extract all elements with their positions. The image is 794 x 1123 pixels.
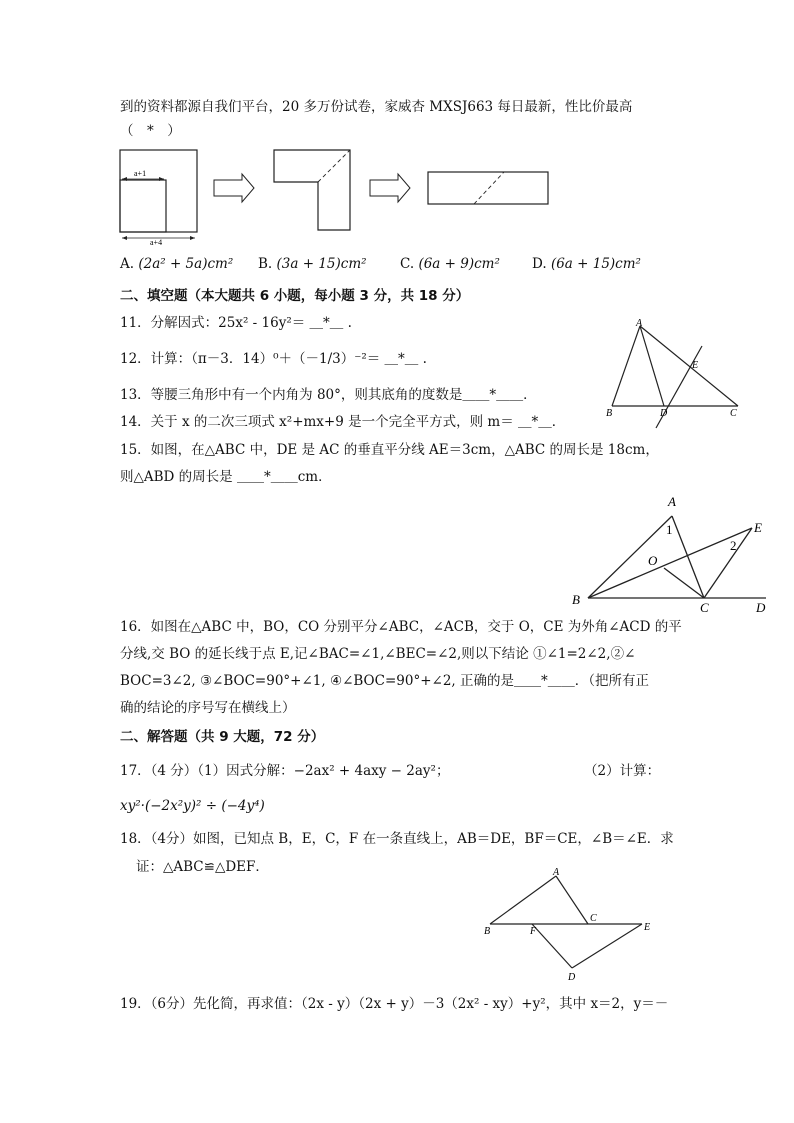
- fig18-label-a: A: [553, 867, 560, 878]
- option-d-expr: (6a + 15)cm²: [550, 256, 641, 272]
- fig18-label-e: E: [644, 922, 651, 933]
- section-answer-title: 二、解答题（共 9 大题，72 分）: [120, 729, 325, 745]
- section-fill-in-title: 二、填空题（本大题共 6 小题，每小题 3 分，共 18 分）: [120, 288, 470, 304]
- q10-answer-blank: （ * ）: [120, 123, 181, 139]
- fig18-label-c: C: [590, 913, 597, 924]
- fig18-label-d: D: [568, 972, 576, 983]
- fig16-label-e: E: [754, 520, 762, 535]
- fig16-label-d: D: [756, 600, 766, 615]
- question-18-line2: 证：△ABC≌△DEF．: [136, 859, 269, 875]
- question-19-line1: 19．（6分）先化简，再求值：（2x - y）（2x + y）－3（2x² - xy）+y²，其中 x＝2，y＝－: [120, 996, 669, 1012]
- option-b-letter: B.: [258, 256, 273, 272]
- question-18-line1: 18．（4分）如图，已知点 B，E，C，F 在一条直线上，AB＝DE，BF＝CE，∠B＝∠E．求: [120, 831, 674, 847]
- label-a-plus-4: a+4: [150, 238, 163, 246]
- question-16-line2: 分线,交 BO 的延长线于点 E,记∠BAC=∠1,∠BEC=∠2,则以下结论 ①∠1=2∠2,②∠: [120, 646, 636, 662]
- option-c-expr: (6a + 9)cm²: [418, 256, 500, 272]
- question-15-line2: 则△ABD 的周长是 ＿＿*＿＿cm．: [120, 469, 332, 485]
- q10-figure: [112, 146, 562, 246]
- question-17-part2-label: （2）计算：: [584, 763, 661, 779]
- option-d[interactable]: [532, 256, 641, 272]
- option-b[interactable]: [258, 256, 367, 272]
- option-a-letter: A.: [120, 256, 135, 272]
- fig15-label-c: C: [730, 408, 737, 419]
- fig16-label-o: O: [648, 553, 658, 568]
- q15-figure: [600, 316, 750, 436]
- question-12: 12．计算：（π－3．14）⁰＋（－1/3）⁻²＝ ＿*＿ .: [120, 351, 427, 367]
- fig18-label-b: B: [484, 926, 491, 937]
- fig16-label-c: C: [700, 600, 709, 615]
- question-16-line1: 16．如图在△ABC 中，BO，CO 分别平分∠ABC，∠ACB，交于 O，CE 为外角∠ACD 的平: [120, 619, 682, 635]
- option-c-letter: C.: [400, 256, 415, 272]
- q16-figure: [568, 492, 778, 618]
- option-a[interactable]: [120, 256, 233, 272]
- question-16-line4: 确的结论的序号写在横线上）: [120, 700, 296, 716]
- header-line: 到的资料都源自我们平台，20 多万份试卷，家威杏 MXSJ663 每日最新，性比价最高: [120, 99, 633, 115]
- question-11: 11．分解因式：25x² - 16y²＝ ＿*＿ .: [120, 315, 352, 331]
- label-a-plus-1: a+1: [134, 169, 147, 178]
- fig15-label-a: A: [636, 318, 643, 329]
- question-17-part2-expr: xy²·(−2x²y)² ÷ (−4y⁴): [120, 798, 265, 814]
- fig16-label-2: 2: [730, 538, 737, 553]
- q18-figure: [480, 866, 660, 984]
- option-c[interactable]: [400, 256, 500, 272]
- fig15-label-e: E: [692, 360, 699, 371]
- fig15-label-d: D: [660, 408, 668, 419]
- question-15-line1: 15．如图，在△ABC 中，DE 是 AC 的垂直平分线 AE＝3cm，△ABC 的周长是 18cm，: [120, 442, 659, 458]
- fig16-label-a: A: [668, 494, 676, 509]
- question-16-line3: BOC=3∠2, ③∠BOC=90°+∠1, ④∠BOC=90°+∠2, 正确的是＿＿*＿＿．（把所有正: [120, 673, 649, 689]
- fig16-label-b: B: [572, 592, 580, 607]
- question-13: 13．等腰三角形中有一个内角为 80°，则其底角的度数是＿＿*＿＿．: [120, 387, 537, 403]
- fig16-label-1: 1: [666, 522, 673, 537]
- option-d-letter: D.: [532, 256, 547, 272]
- fig18-label-f: F: [530, 926, 537, 937]
- question-14: 14．关于 x 的二次三项式 x²+mx+9 是一个完全平方式，则 m＝ ＿*＿．: [120, 414, 566, 430]
- option-a-expr: (2a² + 5a)cm²: [138, 256, 234, 272]
- question-17-part1: 17．（4 分）（1）因式分解：−2ax² + 4axy − 2ay²；: [120, 763, 450, 779]
- fig15-label-b: B: [606, 408, 613, 419]
- option-b-expr: (3a + 15)cm²: [276, 256, 367, 272]
